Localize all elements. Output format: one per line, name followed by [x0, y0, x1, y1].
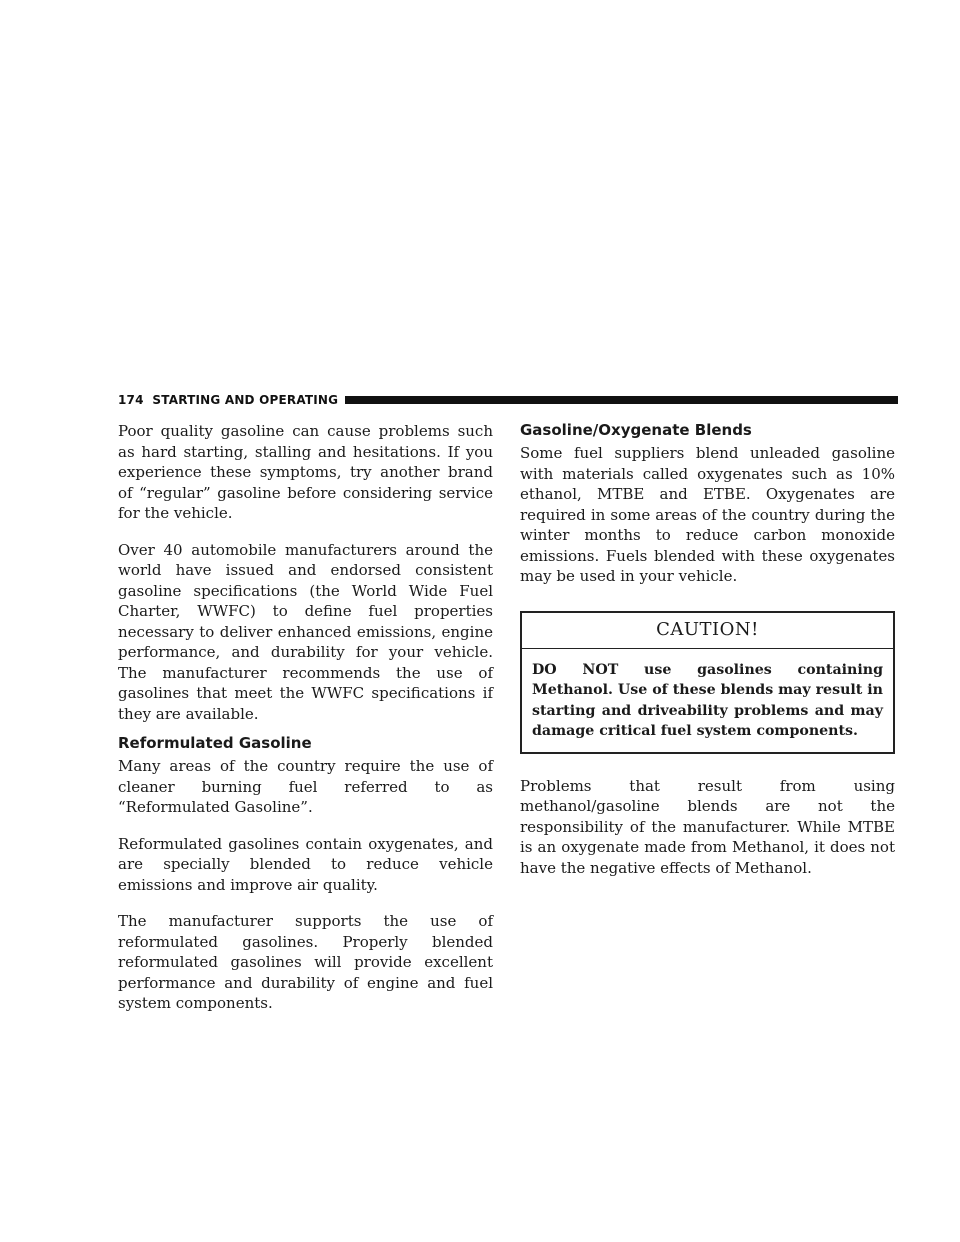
wwfc-paragraph: Over 40 automobile manufacturers around the world have issued and endorsed consistent gasoline specifications (the World Wide Fuel Charter, WWFC) to define fuel properties necessary to deliver enhanced emissions, engine performance, and durability for your vehicle. The manufacturer recommends the use of gasolines that meet the WWFC specifications if they are available.: [118, 540, 493, 723]
reformulated-gasoline-heading: Reformulated Gasoline: [118, 734, 312, 752]
oxygenates-paragraph: Reformulated gasolines contain oxygenates, and are specially blended to reduce vehicle emissions and improve air quality.: [118, 834, 493, 894]
methanol-problems-paragraph: Problems that result from using methanol/gasoline blends are not the responsibility of the manufacturer. While MTBE is an oxygenate made from Methanol, it does not have the negative effects of Methanol.: [520, 776, 895, 877]
caution-box: [520, 611, 895, 754]
caution-text: DO NOT use gasolines containing Methanol. Use of these blends may result in starting and driveability problems and may damage critical fuel system components.: [532, 661, 883, 739]
page-number: 174: [118, 393, 144, 407]
right-column: [520, 421, 895, 894]
page-header: [118, 390, 898, 410]
poor-quality-paragraph: Poor quality gasoline can cause problems such as hard starting, stalling and hesitations. If you experience these symptoms, try another brand of “regular” gasoline before considering service for the vehicle.: [118, 422, 493, 522]
manufacturer-support-paragraph: The manufacturer supports the use of reformulated gasolines. Properly blended reformulated gasolines will provide excellent performance and durability of engine and fuel system components.: [118, 912, 493, 1012]
header-rule: [345, 396, 898, 404]
reformulated-intro-paragraph: Many areas of the country require the use of cleaner burning fuel referred to as “Reformulated Gasoline”.: [118, 757, 493, 816]
section-title: STARTING AND OPERATING: [152, 393, 339, 407]
left-column: [118, 421, 493, 1030]
fuel-suppliers-paragraph: Some fuel suppliers blend unleaded gasoline with materials called oxygenates such as 10% ethanol, MTBE and ETBE. Oxygenates are required in some areas of the country during the winter months to reduce carbon monoxide emissions. Fuels blended with these oxygenates may be used in your vehicle.: [520, 444, 895, 585]
oxygenate-blends-heading: Gasoline/Oxygenate Blends: [520, 421, 752, 439]
caution-title: CAUTION!: [522, 613, 893, 649]
header-text: [118, 393, 338, 407]
